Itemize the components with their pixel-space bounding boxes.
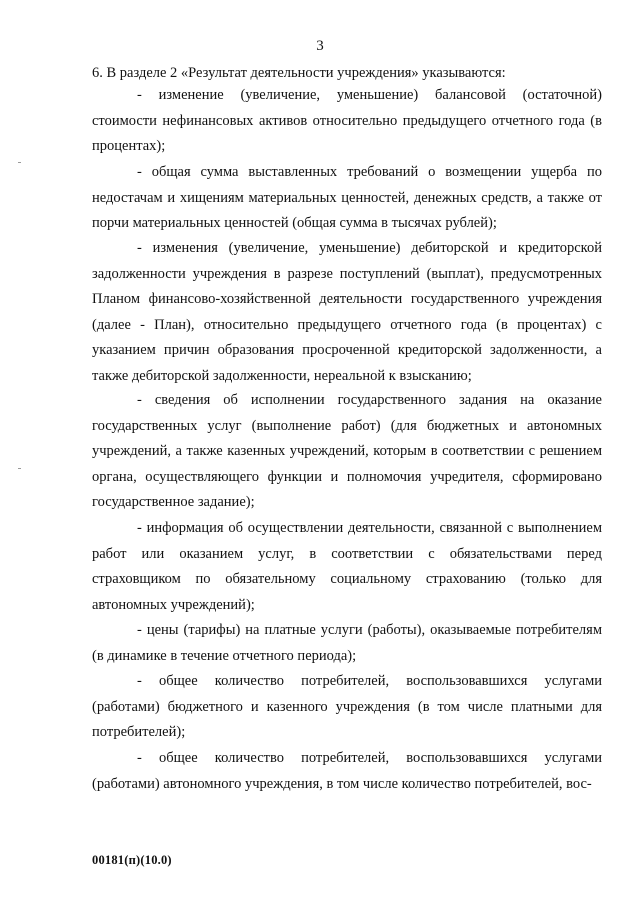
scan-mark	[18, 162, 21, 163]
list-item-autonomous-consumers: - общее количество потребителей, воспользовавшихся услугами (работами) автономного учреждения, в том числе количество потребителей, вос-	[92, 750, 602, 792]
list-item-paid-service-prices: - цены (тарифы) на платные услуги (работы), оказываемые потребителям (в динамике в течение отчетного периода);	[92, 622, 602, 664]
list-item-state-assignment: - сведения об исполнении государственного задания на оказание государственных услуг (выполнение работ) (для бюджетных и автономных учреждений, а также казенных учреждений, которым в соответствии с решением органа, осуществляющего функции и полномочия учредителя, сформировано государственное задание);	[92, 392, 602, 510]
list-item-budget-consumers: - общее количество потребителей, воспользовавшихся услугами (работами) бюджетного и казенного учреждения (в том числе платными для потребителей);	[92, 673, 602, 740]
list-item-damage-claims: - общая сумма выставленных требований о возмещении ущерба по недостачам и хищениям материальных ценностей, денежных средств, а также от порчи материальных ценностей (общая сумма в тысячах рублей);	[92, 164, 602, 231]
scan-mark	[18, 468, 21, 469]
list-item-insurance-activity: - информация об осуществлении деятельности, связанной с выполнением работ или оказанием услуг, в соответствии с обязательствами перед страховщиком по обязательному социальному страхованию (только для автономных учреждений);	[92, 520, 602, 613]
section-heading: 6. В разделе 2 «Результат деятельности учреждения» указываются:	[92, 65, 506, 81]
list-item-receivables-payables: - изменения (увеличение, уменьшение) дебиторской и кредиторской задолженности учреждения в разрезе поступлений (выплат), предусмотренных Планом финансово-хозяйственной деятельности государственного учреждения (далее - План), относительно предыдущего отчетного года (в процентах) с указанием причин образования просроченной кредиторской задолженности, а также дебиторской задолженности, нереальной к взысканию;	[92, 240, 602, 384]
list-item-nonfinancial-assets: - изменение (увеличение, уменьшение) балансовой (остаточной) стоимости нефинансовых активов относительно предыдущего отчетного года (в процентах);	[92, 87, 602, 154]
page-number: 3	[316, 38, 324, 54]
document-code: 00181(п)(10.0)	[92, 853, 172, 867]
